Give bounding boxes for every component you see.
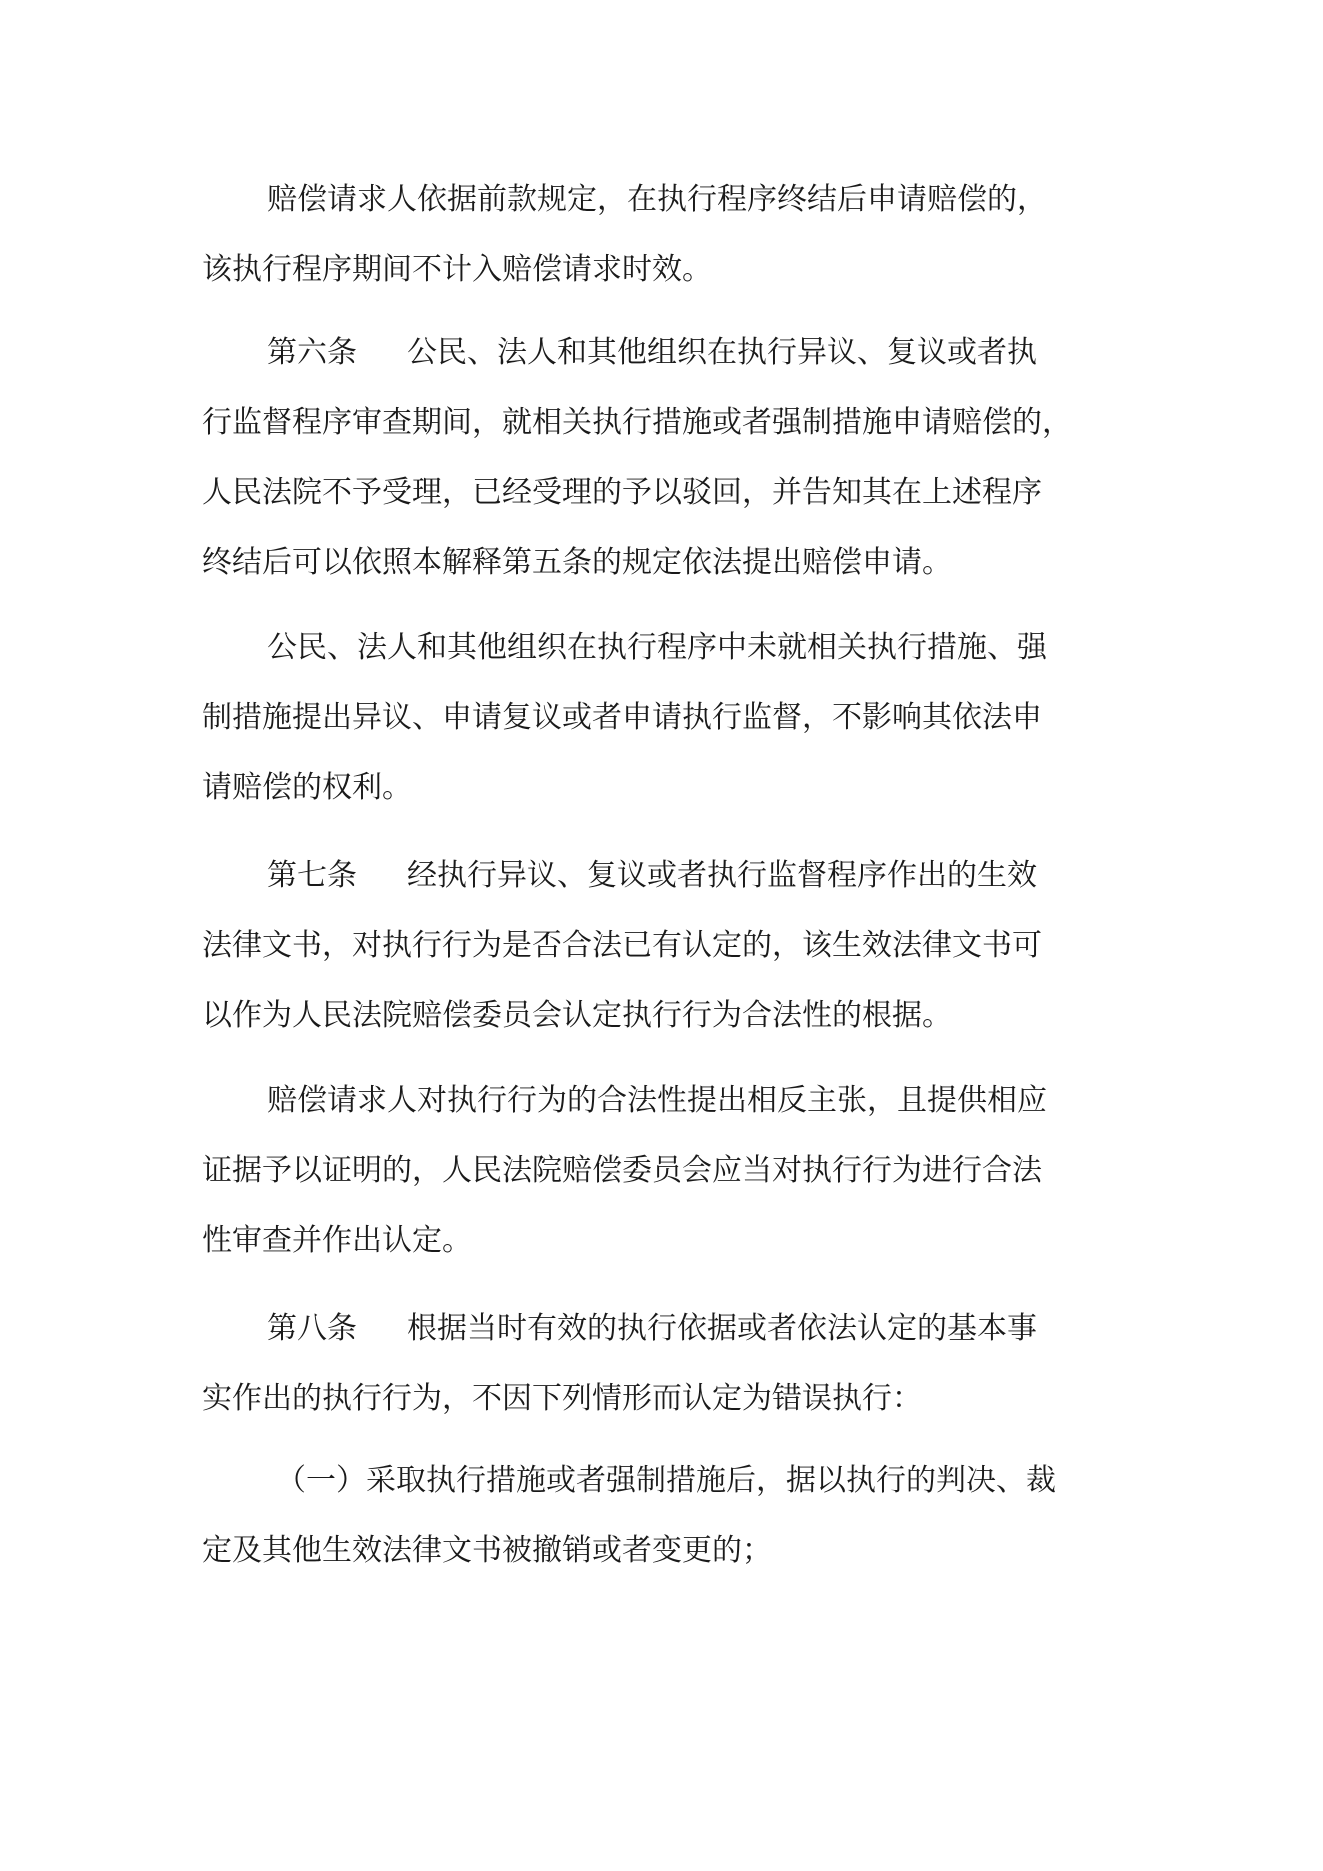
text-line: 以作为人民法院赔偿委员会认定执行行为合法性的根据。 bbox=[202, 998, 952, 1033]
article-label: 第七条 bbox=[267, 858, 357, 893]
text-line: 请赔偿的权利。 bbox=[202, 770, 412, 805]
article-label: 第八条 bbox=[267, 1311, 357, 1346]
text-line: 行监督程序审查期间，就相关执行措施或者强制措施申请赔偿的， bbox=[202, 405, 1072, 440]
text-line: 定及其他生效法律文书被撤销或者变更的； bbox=[202, 1533, 772, 1568]
text-line: 终结后可以依照本解释第五条的规定依法提出赔偿申请。 bbox=[202, 545, 952, 580]
article-paragraph bbox=[202, 318, 1137, 598]
article-text: 公民、法人和其他组织在执行异议、复议或者执 bbox=[407, 335, 1037, 370]
article-paragraph bbox=[202, 1294, 1137, 1434]
text-line bbox=[202, 318, 1137, 388]
list-paragraph bbox=[202, 1446, 1137, 1586]
paragraph bbox=[202, 613, 1137, 823]
text-line: 证据予以证明的，人民法院赔偿委员会应当对执行行为进行合法 bbox=[202, 1153, 1042, 1188]
text-line: 法律文书，对执行行为是否合法已有认定的，该生效法律文书可 bbox=[202, 928, 1042, 963]
text-line: 赔偿请求人依据前款规定，在执行程序终结后申请赔偿的， bbox=[267, 182, 1047, 217]
text-line: 实作出的执行行为，不因下列情形而认定为错误执行： bbox=[202, 1381, 922, 1416]
text-line: （一）采取执行措施或者强制措施后，据以执行的判决、裁 bbox=[276, 1463, 1056, 1498]
text-line: 制措施提出异议、申请复议或者申请执行监督，不影响其依法申 bbox=[202, 700, 1042, 735]
article-text: 根据当时有效的执行依据或者依法认定的基本事 bbox=[407, 1311, 1037, 1346]
paragraph bbox=[202, 165, 1137, 305]
text-line: 公民、法人和其他组织在执行程序中未就相关执行措施、强 bbox=[267, 630, 1047, 665]
text-line: 性审查并作出认定。 bbox=[202, 1223, 472, 1258]
text-line: 赔偿请求人对执行行为的合法性提出相反主张，且提供相应 bbox=[267, 1083, 1047, 1118]
text-line bbox=[202, 841, 1137, 911]
article-text: 经执行异议、复议或者执行监督程序作出的生效 bbox=[407, 858, 1037, 893]
text-line: 人民法院不予受理，已经受理的予以驳回，并告知其在上述程序 bbox=[202, 475, 1042, 510]
article-label: 第六条 bbox=[267, 335, 357, 370]
article-paragraph bbox=[202, 841, 1137, 1051]
paragraph bbox=[202, 1066, 1137, 1276]
text-line bbox=[202, 1294, 1137, 1364]
text-line: 该执行程序期间不计入赔偿请求时效。 bbox=[202, 252, 712, 287]
